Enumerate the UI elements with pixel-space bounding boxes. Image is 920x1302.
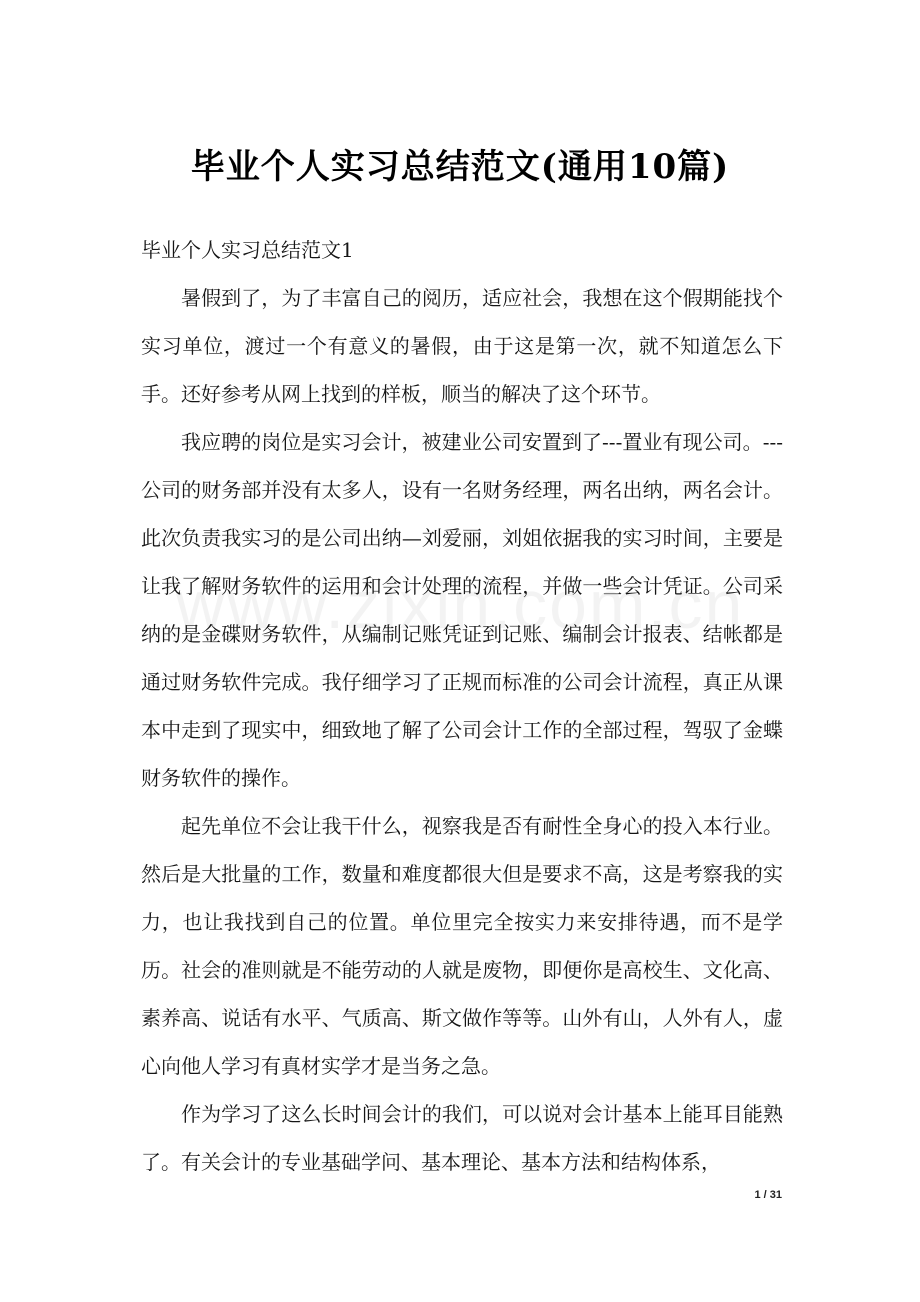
- document-body: [141, 226, 783, 1186]
- paragraph-1: 暑假到了，为了丰富自己的阅历，适应社会，我想在这个假期能找个实习单位，渡过一个有意义的暑假，由于这是第一次，就不知道怎么下手。还好参考从网上找到的样板，顺当的解决了这个环节。: [141, 286, 783, 406]
- page-number: 1 / 31: [754, 1189, 782, 1201]
- document-title: 毕业个人实习总结范文(通用10篇): [190, 147, 730, 187]
- paragraph-4: 作为学习了这么长时间会计的我们，可以说对会计基本上能耳目能熟了。有关会计的专业基础学问、基本理论、基本方法和结构体系，: [141, 1102, 783, 1174]
- paragraph-3: 起先单位不会让我干什么，视察我是否有耐性全身心的投入本行业。然后是大批量的工作，数量和难度都很大但是要求不高，这是考察我的实力，也让我找到自己的位置。单位里完全按实力来安排待遇，而不是学历。社会的准则就是不能劳动的人就是废物，即便你是高校生、文化高、素养高、说话有水平、气质高、斯文做作等等。山外有山，人外有人，虚心向他人学习有真材实学才是当务之急。: [141, 814, 783, 1078]
- section-heading: 毕业个人实习总结范文1: [141, 238, 354, 262]
- paragraph-2: 我应聘的岗位是实习会计，被建业公司安置到了---置业有现公司。---公司的财务部并没有太多人，设有一名财务经理，两名出纳，两名会计。此次负责我实习的是公司出纳—刘爱丽，刘姐依据我的实习时间，主要是让我了解财务软件的运用和会计处理的流程，并做一些会计凭证。公司采纳的是金碟财务软件，从编制记账凭证到记账、编制会计报表、结帐都是通过财务软件完成。我仔细学习了正规而标准的公司会计流程，真正从课本中走到了现实中，细致地了解了公司会计工作的全部过程，驾驭了金蝶财务软件的操作。: [141, 430, 783, 790]
